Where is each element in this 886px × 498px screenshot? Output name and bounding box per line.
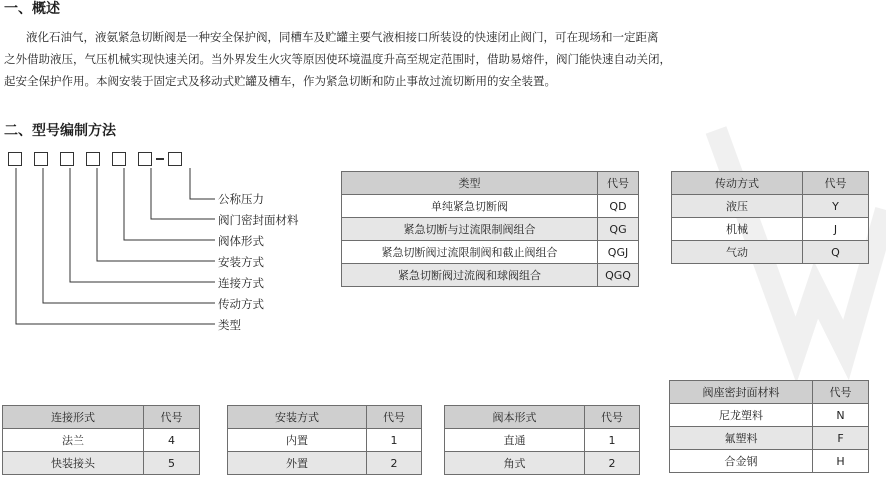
code-cell: F <box>813 427 869 450</box>
table-row <box>672 195 869 218</box>
body-form-table <box>444 405 640 475</box>
label-seal-material: 阀门密封面材料 <box>218 213 299 227</box>
seal-header: 阀座密封面材料 <box>670 381 813 404</box>
code-cell: N <box>813 404 869 427</box>
label-install-method: 安装方式 <box>218 255 264 269</box>
connect-cell: 法兰 <box>3 429 144 452</box>
connect-header: 连接形式 <box>3 406 144 429</box>
type-cell: 紧急切断阀过流限制阀和截止阀组合 <box>342 241 598 264</box>
section1-heading: 一、概述 <box>4 1 60 17</box>
type-cell: 单纯紧急切断阀 <box>342 195 598 218</box>
table-row <box>672 241 869 264</box>
connect-table <box>2 405 200 475</box>
label-drive-method: 传动方式 <box>218 297 264 311</box>
table-row <box>445 429 640 452</box>
code-cell: QGJ <box>598 241 639 264</box>
section1-line-1: 液化石油气，液氨紧急切断阀是一种安全保护阀，同槽车及贮罐主要气液相接口所装设的快速闭止阀门，可在现场和一定距离 <box>26 30 659 44</box>
code-header: 代号 <box>585 406 640 429</box>
code-cell: 1 <box>585 429 640 452</box>
install-table <box>227 405 422 475</box>
table-row <box>670 427 869 450</box>
section1-line-2: 之外借助液压，气压机械实现快速关闭。当外界发生火灾等原因使环境温度升高至规定范围时，借助易熔件，阀门能快速自动关闭， <box>4 52 671 66</box>
section2-heading: 二、型号编制方法 <box>4 123 116 139</box>
drive-header: 传动方式 <box>672 172 803 195</box>
table-row <box>3 452 200 475</box>
code-cell: QD <box>598 195 639 218</box>
install-header: 安装方式 <box>228 406 367 429</box>
install-cell: 内置 <box>228 429 367 452</box>
code-cell: 2 <box>367 452 422 475</box>
type-cell: 紧急切断与过流限制阀组合 <box>342 218 598 241</box>
drive-table <box>671 171 869 264</box>
code-cell: Q <box>803 241 869 264</box>
drive-cell: 液压 <box>672 195 803 218</box>
code-cell: 5 <box>144 452 200 475</box>
seal-cell: 合金钢 <box>670 450 813 473</box>
section1-line-3: 起安全保护作用。本阀安装于固定式及移动式贮罐及槽车，作为紧急切断和防止事故过流切断用的安全装置。 <box>4 74 556 88</box>
type-cell: 紧急切断阀过流阀和球阀组合 <box>342 264 598 287</box>
drive-cell: 机械 <box>672 218 803 241</box>
table-row <box>342 264 639 287</box>
table-header-row <box>672 172 869 195</box>
code-cell: 2 <box>585 452 640 475</box>
table-row <box>3 429 200 452</box>
code-cell: J <box>803 218 869 241</box>
body-cell: 角式 <box>445 452 585 475</box>
table-row <box>228 429 422 452</box>
install-cell: 外置 <box>228 452 367 475</box>
seal-material-table <box>669 380 869 473</box>
table-header-row <box>342 172 639 195</box>
table-header-row <box>228 406 422 429</box>
table-row <box>228 452 422 475</box>
table-header-row <box>670 381 869 404</box>
seal-cell: 尼龙塑料 <box>670 404 813 427</box>
code-cell: Y <box>803 195 869 218</box>
table-row <box>672 218 869 241</box>
drive-cell: 气动 <box>672 241 803 264</box>
body-header: 阀本形式 <box>445 406 585 429</box>
table-row <box>445 452 640 475</box>
label-type: 类型 <box>218 318 241 332</box>
code-cell: QG <box>598 218 639 241</box>
label-connect-method: 连接方式 <box>218 276 264 290</box>
code-cell: H <box>813 450 869 473</box>
table-row <box>670 450 869 473</box>
type-header: 类型 <box>342 172 598 195</box>
table-row <box>342 195 639 218</box>
table-header-row <box>445 406 640 429</box>
table-row <box>670 404 869 427</box>
table-row <box>342 218 639 241</box>
code-header: 代号 <box>144 406 200 429</box>
body-cell: 直通 <box>445 429 585 452</box>
label-nominal-pressure: 公称压力 <box>218 192 264 206</box>
code-cell: 4 <box>144 429 200 452</box>
code-header: 代号 <box>813 381 869 404</box>
table-header-row <box>3 406 200 429</box>
type-table <box>341 171 639 287</box>
connect-cell: 快装接头 <box>3 452 144 475</box>
code-cell: QGQ <box>598 264 639 287</box>
seal-cell: 氟塑料 <box>670 427 813 450</box>
code-header: 代号 <box>803 172 869 195</box>
table-row <box>342 241 639 264</box>
code-header: 代号 <box>598 172 639 195</box>
code-header: 代号 <box>367 406 422 429</box>
label-body-form: 阀体形式 <box>218 234 264 248</box>
code-cell: 1 <box>367 429 422 452</box>
